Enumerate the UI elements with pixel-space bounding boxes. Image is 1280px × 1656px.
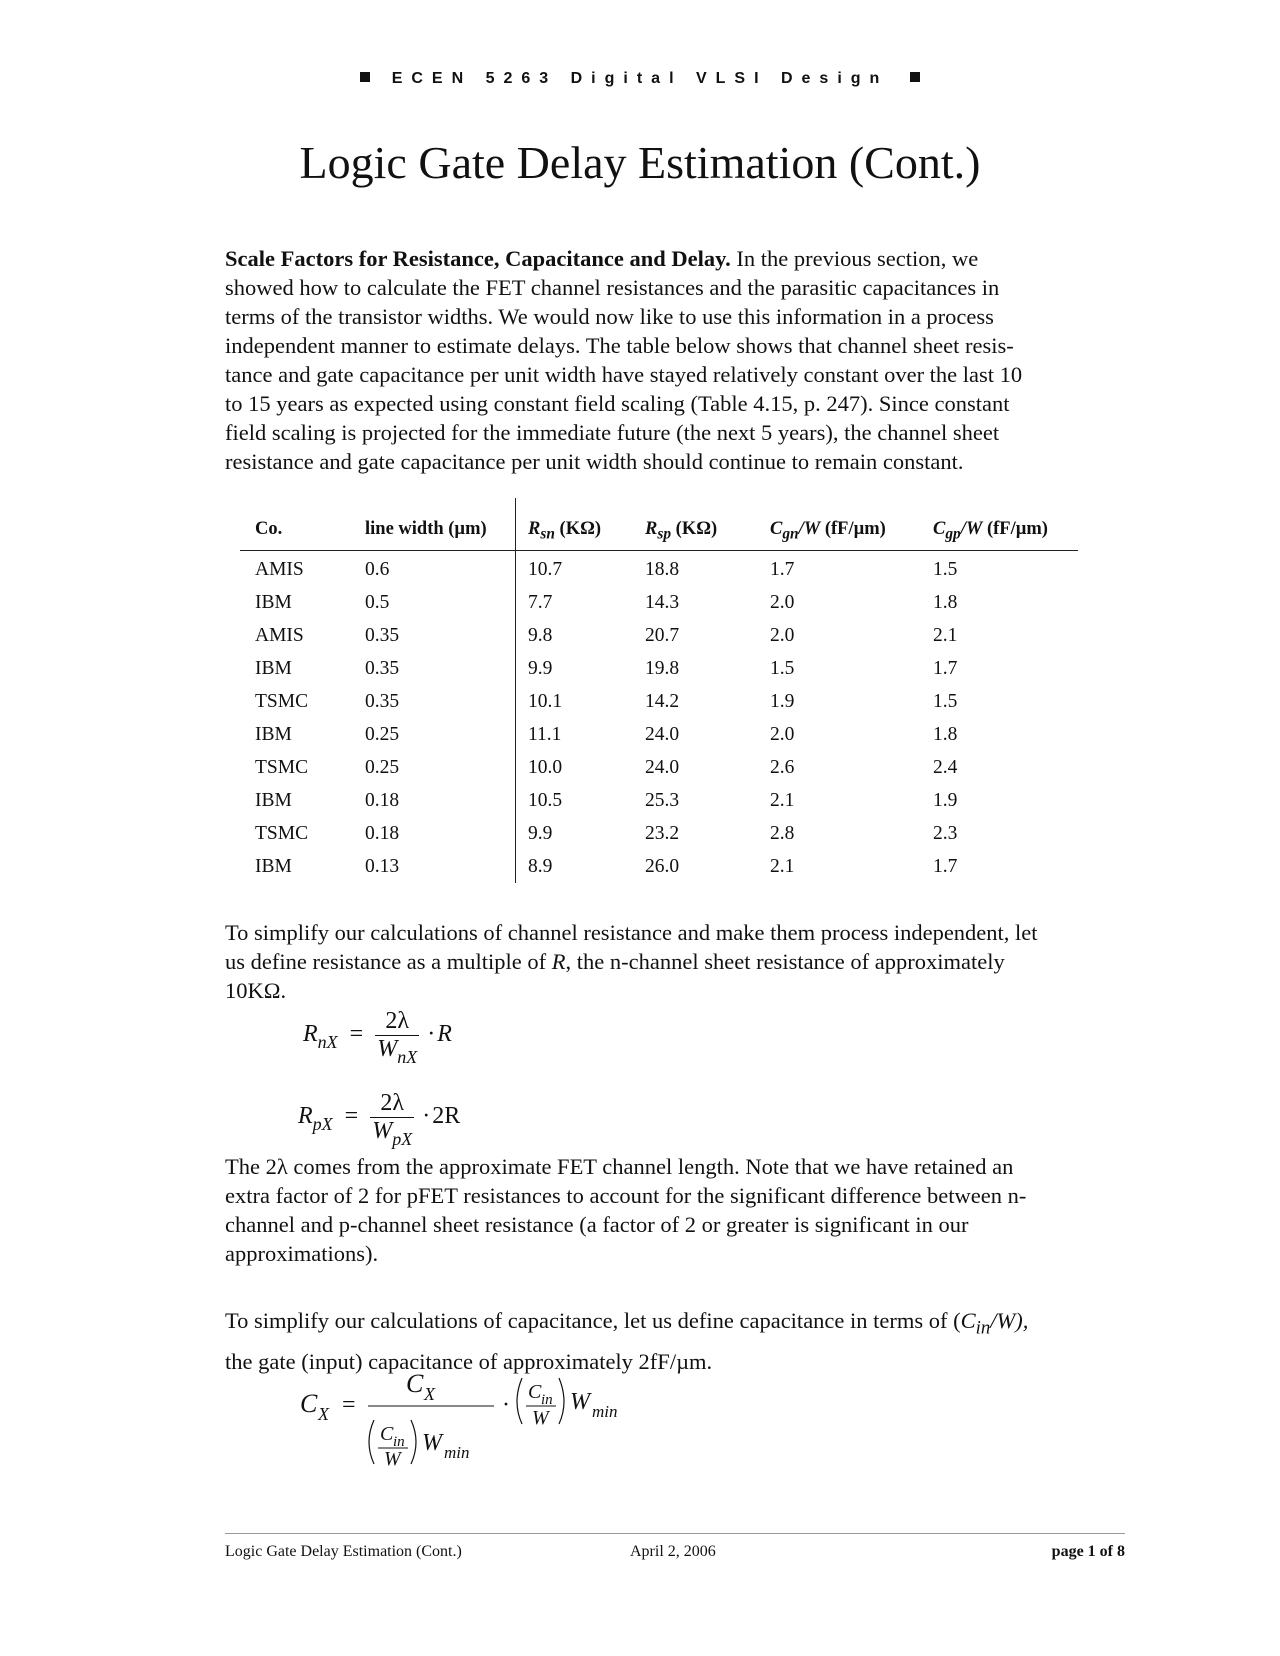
cell-cgp: 1.5 — [933, 559, 958, 580]
cell-cgp: 1.8 — [933, 592, 958, 613]
cell-company: AMIS — [255, 559, 304, 580]
cell-cgn: 2.1 — [770, 856, 795, 877]
cell-cgp: 1.8 — [933, 724, 958, 745]
text-line: showed how to calculate the FET channel resistances and the parasitic capacitances in — [225, 275, 1000, 300]
footer-date: April 2, 2006 — [630, 1543, 716, 1560]
svg-text:X: X — [318, 1404, 329, 1424]
header-cgn: $C_{gn}/W$ (fF/µm) — [770, 519, 886, 543]
svg-text:C: C — [406, 1369, 424, 1398]
table-row — [240, 619, 1078, 652]
running-header — [0, 70, 1280, 88]
text-line: terms of the transistor widths. We would now like to use this information in a process — [225, 304, 994, 329]
footer-page-number: page 1 of 8 — [1051, 1543, 1125, 1560]
svg-text:min: min — [444, 1443, 470, 1462]
cell-rsp: 20.7 — [645, 625, 680, 646]
svg-text:W: W — [422, 1430, 442, 1456]
cell-cgn: 2.8 — [770, 823, 795, 844]
cell-rsp: 24.0 — [645, 724, 680, 745]
cell-company: IBM — [255, 592, 292, 613]
cell-line-width: 0.35 — [365, 691, 400, 712]
square-bullet-icon — [360, 72, 370, 82]
svg-text:C: C — [300, 1389, 318, 1418]
text-line: tance and gate capacitance per unit width have stayed relatively constant over the last 10 — [225, 362, 1023, 387]
table-row — [240, 553, 1078, 586]
text-line: To simplify our calculations of capacitance, let us define capacitance in terms of $(C_{in}/W)$, — [225, 1308, 1029, 1339]
cell-rsn: 9.8 — [528, 625, 553, 646]
cell-rsn: 11.1 — [528, 724, 562, 745]
svg-text:·: · — [502, 1392, 510, 1418]
cell-line-width: 0.18 — [365, 790, 400, 811]
footer-divider — [225, 1533, 1125, 1534]
text-line: to 15 years as expected using constant field scaling (Table 4.15, p. 247). Since constant — [225, 391, 1010, 416]
cell-rsn: 10.1 — [528, 691, 563, 712]
footer-left: Logic Gate Delay Estimation (Cont.) — [225, 1543, 462, 1560]
cell-line-width: 0.35 — [365, 625, 400, 646]
table-row — [240, 586, 1078, 619]
cell-line-width: 0.5 — [365, 592, 390, 613]
cell-company: TSMC — [255, 691, 309, 712]
svg-text:min: min — [592, 1402, 618, 1421]
cell-rsp: 14.2 — [645, 691, 680, 712]
cell-line-width: 0.25 — [365, 757, 400, 778]
table-row — [240, 718, 1078, 751]
cell-cgn: 2.1 — [770, 790, 795, 811]
cell-company: IBM — [255, 790, 292, 811]
cell-cgp: 2.4 — [933, 757, 958, 778]
header-rsp: $R_{sp}$ (KΩ) — [645, 519, 718, 543]
cell-rsn: 9.9 — [528, 823, 553, 844]
equation-cx — [290, 1360, 640, 1470]
header-cgp: $C_{gp}/W$ (fF/µm) — [933, 519, 1048, 543]
cell-cgp: 1.9 — [933, 790, 958, 811]
cell-line-width: 0.35 — [365, 658, 400, 679]
table-row — [240, 784, 1078, 817]
cell-rsn: 7.7 — [528, 592, 553, 613]
svg-text:W: W — [384, 1448, 401, 1470]
svg-text:W: W — [570, 1389, 590, 1415]
svg-text:X: X — [424, 1384, 435, 1404]
text-line: field scaling is projected for the immediate future (the next 5 years), the channel sheet — [225, 420, 1000, 445]
cell-cgp: 1.7 — [933, 658, 958, 679]
equation-rp: $R_{pX}$ = $\frac{2\lambda}{W_{pX}}$ ·2R — [298, 1090, 461, 1149]
svg-text:=: = — [342, 1392, 356, 1418]
text-line: 10KΩ. — [225, 978, 287, 1003]
cell-line-width: 0.13 — [365, 856, 400, 877]
text-line: the gate (input) capacitance of approximately 2fF/µm. — [225, 1348, 713, 1374]
svg-text:C: C — [380, 1423, 394, 1445]
table-row — [240, 685, 1078, 718]
text-line: The 2λ comes from the approximate FET channel length. Note that we have retained an — [225, 1154, 1014, 1179]
svg-text:W: W — [532, 1407, 549, 1429]
svg-text:C: C — [528, 1381, 542, 1403]
process-parameters-table — [240, 508, 1078, 883]
cell-rsp: 25.3 — [645, 790, 680, 811]
running-header-text: ECEN 5263 Digital VLSI Design — [391, 70, 889, 87]
text-line: us define resistance as a multiple of R, the n-channel sheet resistance of approximately — [225, 949, 1005, 974]
text-line: approximations). — [225, 1241, 379, 1266]
table-row — [240, 817, 1078, 850]
table-header-row — [240, 508, 1078, 551]
cell-cgp: 2.3 — [933, 823, 958, 844]
cell-cgp: 1.5 — [933, 691, 958, 712]
cell-rsn: 8.9 — [528, 856, 553, 877]
intro-paragraph — [225, 244, 1125, 476]
cell-rsn: 10.5 — [528, 790, 563, 811]
cell-rsp: 26.0 — [645, 856, 680, 877]
cell-company: IBM — [255, 856, 292, 877]
text-line: resistance and gate capacitance per unit width should continue to remain constant. — [225, 449, 964, 474]
cell-line-width: 0.25 — [365, 724, 400, 745]
header-co: Co. — [255, 519, 283, 539]
lambda-paragraph — [225, 1152, 1125, 1268]
header-rsn: $R_{sn}$ (KΩ) — [528, 519, 602, 543]
cell-company: AMIS — [255, 625, 304, 646]
cell-cgn: 1.5 — [770, 658, 795, 679]
table-row — [240, 850, 1078, 883]
text-line: channel and p-channel sheet resistance (a factor of 2 or greater is significant in our — [225, 1212, 969, 1237]
cell-cgn: 2.0 — [770, 592, 795, 613]
cell-rsp: 18.8 — [645, 559, 680, 580]
cell-cgn: 2.0 — [770, 724, 795, 745]
page-title: Logic Gate Delay Estimation (Cont.) — [299, 137, 981, 188]
cell-company: TSMC — [255, 823, 309, 844]
svg-text:in: in — [393, 1434, 405, 1450]
cell-rsn: 10.0 — [528, 757, 563, 778]
equation-rn: $R_{nX}$ = $\frac{2\lambda}{W_{nX}}$ ·R — [303, 1008, 452, 1067]
cell-cgn: 1.9 — [770, 691, 795, 712]
cell-cgn: 2.6 — [770, 757, 795, 778]
text-line: independent manner to estimate delays. The table below shows that channel sheet resis- — [225, 333, 1014, 358]
table-body — [240, 551, 1078, 883]
section-heading: Scale Factors for Resistance, Capacitance and Delay. — [225, 246, 731, 271]
cell-rsn: 9.9 — [528, 658, 553, 679]
cell-rsp: 14.3 — [645, 592, 680, 613]
cell-company: IBM — [255, 724, 292, 745]
cell-cgp: 2.1 — [933, 625, 958, 646]
header-line-width: line width (µm) — [365, 519, 487, 539]
cell-company: IBM — [255, 658, 292, 679]
cell-rsp: 19.8 — [645, 658, 680, 679]
cell-rsp: 23.2 — [645, 823, 680, 844]
cell-company: TSMC — [255, 757, 309, 778]
cell-rsn: 10.7 — [528, 559, 563, 580]
resistance-paragraph — [225, 918, 1125, 1005]
table-row — [240, 751, 1078, 784]
cell-cgp: 1.7 — [933, 856, 958, 877]
cell-line-width: 0.6 — [365, 559, 390, 580]
table-row — [240, 652, 1078, 685]
cell-cgn: 1.7 — [770, 559, 795, 580]
text-line: To simplify our calculations of channel resistance and make them process independent, let — [225, 920, 1038, 945]
cell-cgn: 2.0 — [770, 625, 795, 646]
svg-text:in: in — [541, 1392, 553, 1408]
square-bullet-icon — [910, 72, 920, 82]
cell-rsp: 24.0 — [645, 757, 680, 778]
text-line: In the previous section, we — [730, 246, 979, 271]
cell-line-width: 0.18 — [365, 823, 400, 844]
text-line: extra factor of 2 for pFET resistances to account for the significant difference between n- — [225, 1183, 1027, 1208]
